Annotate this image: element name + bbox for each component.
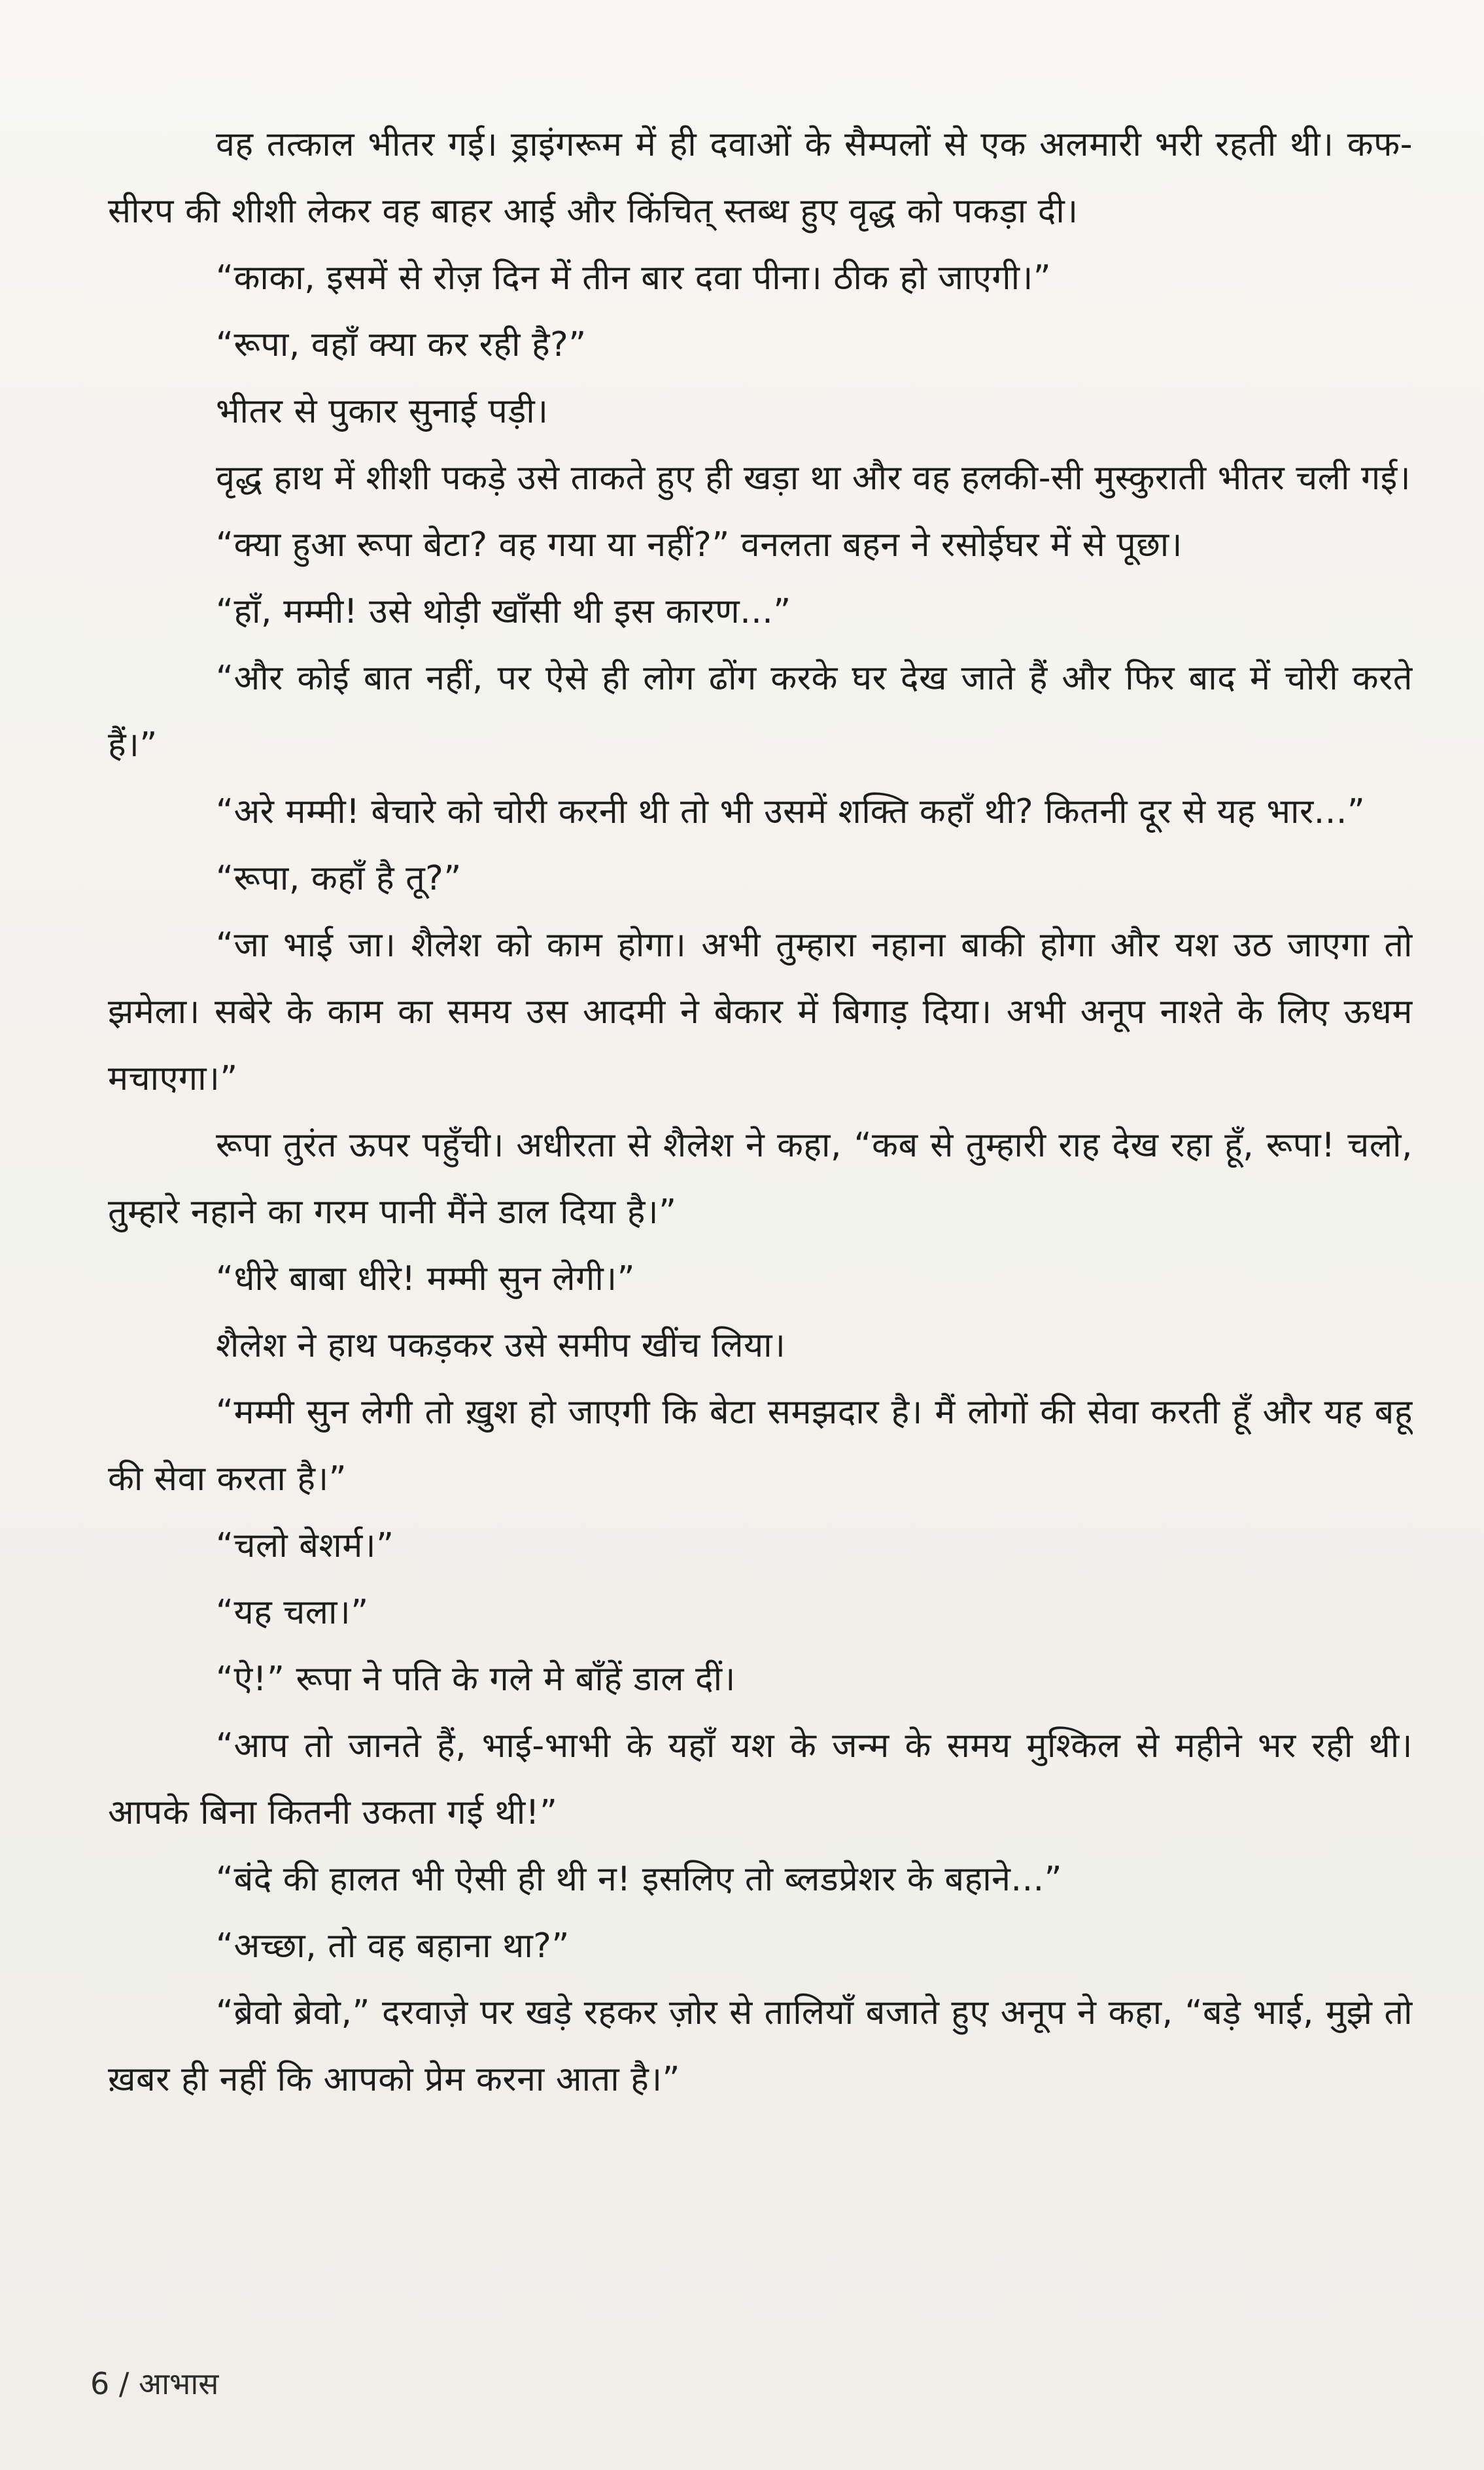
paragraph: “रूपा, वहाँ क्या कर रही है?”: [216, 325, 587, 364]
paragraph: “चलो बेशर्म।”: [216, 1526, 394, 1565]
paragraph: “ब्रेवो ब्रेवो,” दरवाज़े पर खड़े रहकर ज़ोर से तालियाँ बजाते हुए अनूप ने कहा, “बड़े भाई, मुझे तो ख़बर ही नहीं कि आपको प्रेम करना आता है।”: [108, 1993, 1413, 2099]
paragraph: “यह चला।”: [216, 1593, 369, 1632]
paragraph: “काका, इसमें से रोज़ दिन में तीन बार दवा पीना। ठीक हो जाएगी।”: [216, 258, 1052, 298]
page-text-block: [108, 111, 1413, 2427]
paragraph: “हाँ, मम्मी! उसे थोड़ी खाँसी थी इस कारण...”: [216, 592, 791, 631]
paragraph: “रूपा, कहाँ है तू?”: [216, 859, 462, 898]
paragraph: वह तत्काल भीतर गई। ड्राइंगरूम में ही दवाओं के सैम्पलों से एक अलमारी भरी रहती थी। कफ-सीरप की शीशी लेकर वह बाहर आई और किंचित् स्तब्ध हुए वृद्ध को पकड़ा दी।: [108, 125, 1413, 231]
paragraph: रूपा तुरंत ऊपर पहुँची। अधीरता से शैलेश ने कहा, “कब से तुम्हारी राह देख रहा हूँ, रूपा! चलो, तुम्हारे नहाने का गरम पानी मैंने डाल दिया है।”: [108, 1126, 1413, 1232]
paragraph: “बंदे की हालत भी ऐसी ही थी न! इसलिए तो ब्लडप्रेशर के बहाने...”: [216, 1860, 1063, 1899]
paragraph: “और कोई बात नहीं, पर ऐसे ही लोग ढोंग करके घर देख जाते हैं और फिर बाद में चोरी करते हैं।”: [108, 659, 1413, 765]
paragraph: “जा भाई जा। शैलेश को काम होगा। अभी तुम्हारा नहाना बाकी होगा और यश उठ जाएगा तो झमेला। सबेरे के काम का समय उस आदमी ने बेकार में बिगाड़ दिया। अभी अनूप नाश्ते के लिए ऊधम मचाएगा।”: [108, 926, 1413, 1098]
paragraph: शैलेश ने हाथ पकड़कर उसे समीप खींच लिया।: [216, 1326, 786, 1365]
paragraph: “धीरे बाबा धीरे! मम्मी सुन लेगी।”: [216, 1259, 636, 1298]
paragraph: “ऐ!” रूपा ने पति के गले मे बाँहें डाल दीं।: [216, 1660, 736, 1699]
paragraph: “अच्छा, तो वह बहाना था?”: [216, 1926, 570, 1966]
paragraph: “क्या हुआ रूपा बेटा? वह गया या नहीं?” वनलता बहन ने रसोईघर में से पूछा।: [216, 525, 1182, 565]
paragraph: “अरे मम्मी! बेचारे को चोरी करनी थी तो भी उसमें शक्ति कहाँ थी? कितनी दूर से यह भार...”: [216, 792, 1366, 831]
paragraph: “मम्मी सुन लेगी तो ख़ुश हो जाएगी कि बेटा समझदार है। मैं लोगों की सेवा करती हूँ और यह बहू की सेवा करता है।”: [108, 1393, 1413, 1499]
page-footer: 6 / आभास: [90, 2366, 219, 2401]
paragraph: भीतर से पुकार सुनाई पड़ी।: [216, 392, 549, 431]
paragraph: “आप तो जानते हैं, भाई-भाभी के यहाँ यश के जन्म के समय मुश्किल से महीने भर रही थी। आपके बिना कितनी उकता गई थी!”: [108, 1726, 1413, 1832]
paragraph: वृद्ध हाथ में शीशी पकड़े उसे ताकते हुए ही खड़ा था और वह हलकी-सी मुस्कुराती भीतर चली गई।: [216, 459, 1411, 498]
